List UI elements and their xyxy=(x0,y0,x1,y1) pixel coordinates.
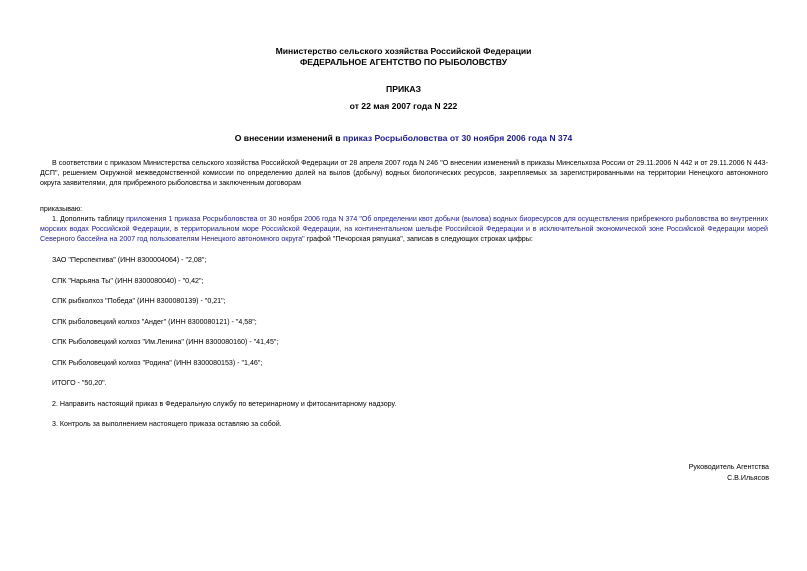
agency-name: ФЕДЕРАЛЬНОЕ АГЕНТСТВО ПО РЫБОЛОВСТВУ xyxy=(299,57,508,67)
document-date: от 22 мая 2007 года N 222 xyxy=(349,101,458,111)
document-header xyxy=(0,46,807,68)
order-word: приказываю: xyxy=(40,205,83,213)
document-title xyxy=(0,133,807,143)
item-3-paragraph: 3. Контроль за выполнением настоящего приказа оставляю за собой. xyxy=(52,420,282,428)
item-2-paragraph: 2. Направить настоящий приказ в Федеральную службу по ветеринарному и фитосанитарному надзору. xyxy=(52,400,397,408)
signature-name: С.В.Ильясов xyxy=(727,474,769,482)
quota-row: СПК рыболовецкий колхоз "Андег" (ИНН 8300080121) - "4,58"; xyxy=(52,318,257,326)
title-prefix: О внесении изменений в xyxy=(234,133,343,143)
signature-block xyxy=(689,462,769,484)
item-1-paragraph xyxy=(40,214,768,245)
quota-total: ИТОГО - "50,20". xyxy=(52,379,107,387)
preamble-paragraph: В соответствии с приказом Министерства сельского хозяйства Российской Федерации от 28 апреля 2007 года N 246 "О внесении изменений в приказы Минсельхоза России от 29.11.2006 N 442 и от 29.11.2006 N 443-ДСП", решением Окружной межведомственной комиссии по определению долей на вылов (добычу) водных биологических ресурсов, закрепляемых за зарегистрированными на территории Ненецкого автономного округа заявителями, для прибрежного рыболовства и заключенным договорам xyxy=(40,159,768,188)
ministry-name: Министерство сельского хозяйства Российской Федерации xyxy=(275,46,532,56)
quota-row: СПК "Нарьяна Ты" (ИНН 8300080040) - "0,42"; xyxy=(52,277,204,285)
document-type: ПРИКАЗ xyxy=(386,84,421,94)
quota-row: СПК Рыболовецкий колхоз "Им.Ленина" (ИНН 8300080160) - "41,45"; xyxy=(52,338,279,346)
item-1-prefix: 1. Дополнить таблицу xyxy=(52,215,127,223)
quota-row: ЗАО "Перспектива" (ИНН 8300004064) - "2,08"; xyxy=(52,256,207,264)
signature-position: Руководитель Агентства xyxy=(688,463,769,471)
title-order-link[interactable]: приказ Росрыболовства от 30 ноября 2006 года N 374 xyxy=(342,133,573,143)
quota-row: СПК Рыболовецкий колхоз "Родина" (ИНН 8300080153) - "1,46"; xyxy=(52,359,263,367)
item-1-appendix-link[interactable]: приложения 1 приказа Росрыболовства от 30 ноября 2006 года N 374 "Об определении квот добычи (вылова) водных биоресурсов для осуществления прибрежного рыболовства во внутренних морских водах Российской Федерации, в территориальном море Российской Федерации, на континентальном шельфе Российской Федерации и в исключительной экономической зоне Российской Федерации морей Северного бассейна на 2007 год пользователям Ненецкого автономного округа" xyxy=(40,215,768,244)
item-1-suffix: графой "Печорская ряпушка", записав в следующих строках цифры: xyxy=(304,235,533,244)
quota-row: СПК рыбколхоз "Победа" (ИНН 8300080139) - "0,21"; xyxy=(52,297,226,305)
